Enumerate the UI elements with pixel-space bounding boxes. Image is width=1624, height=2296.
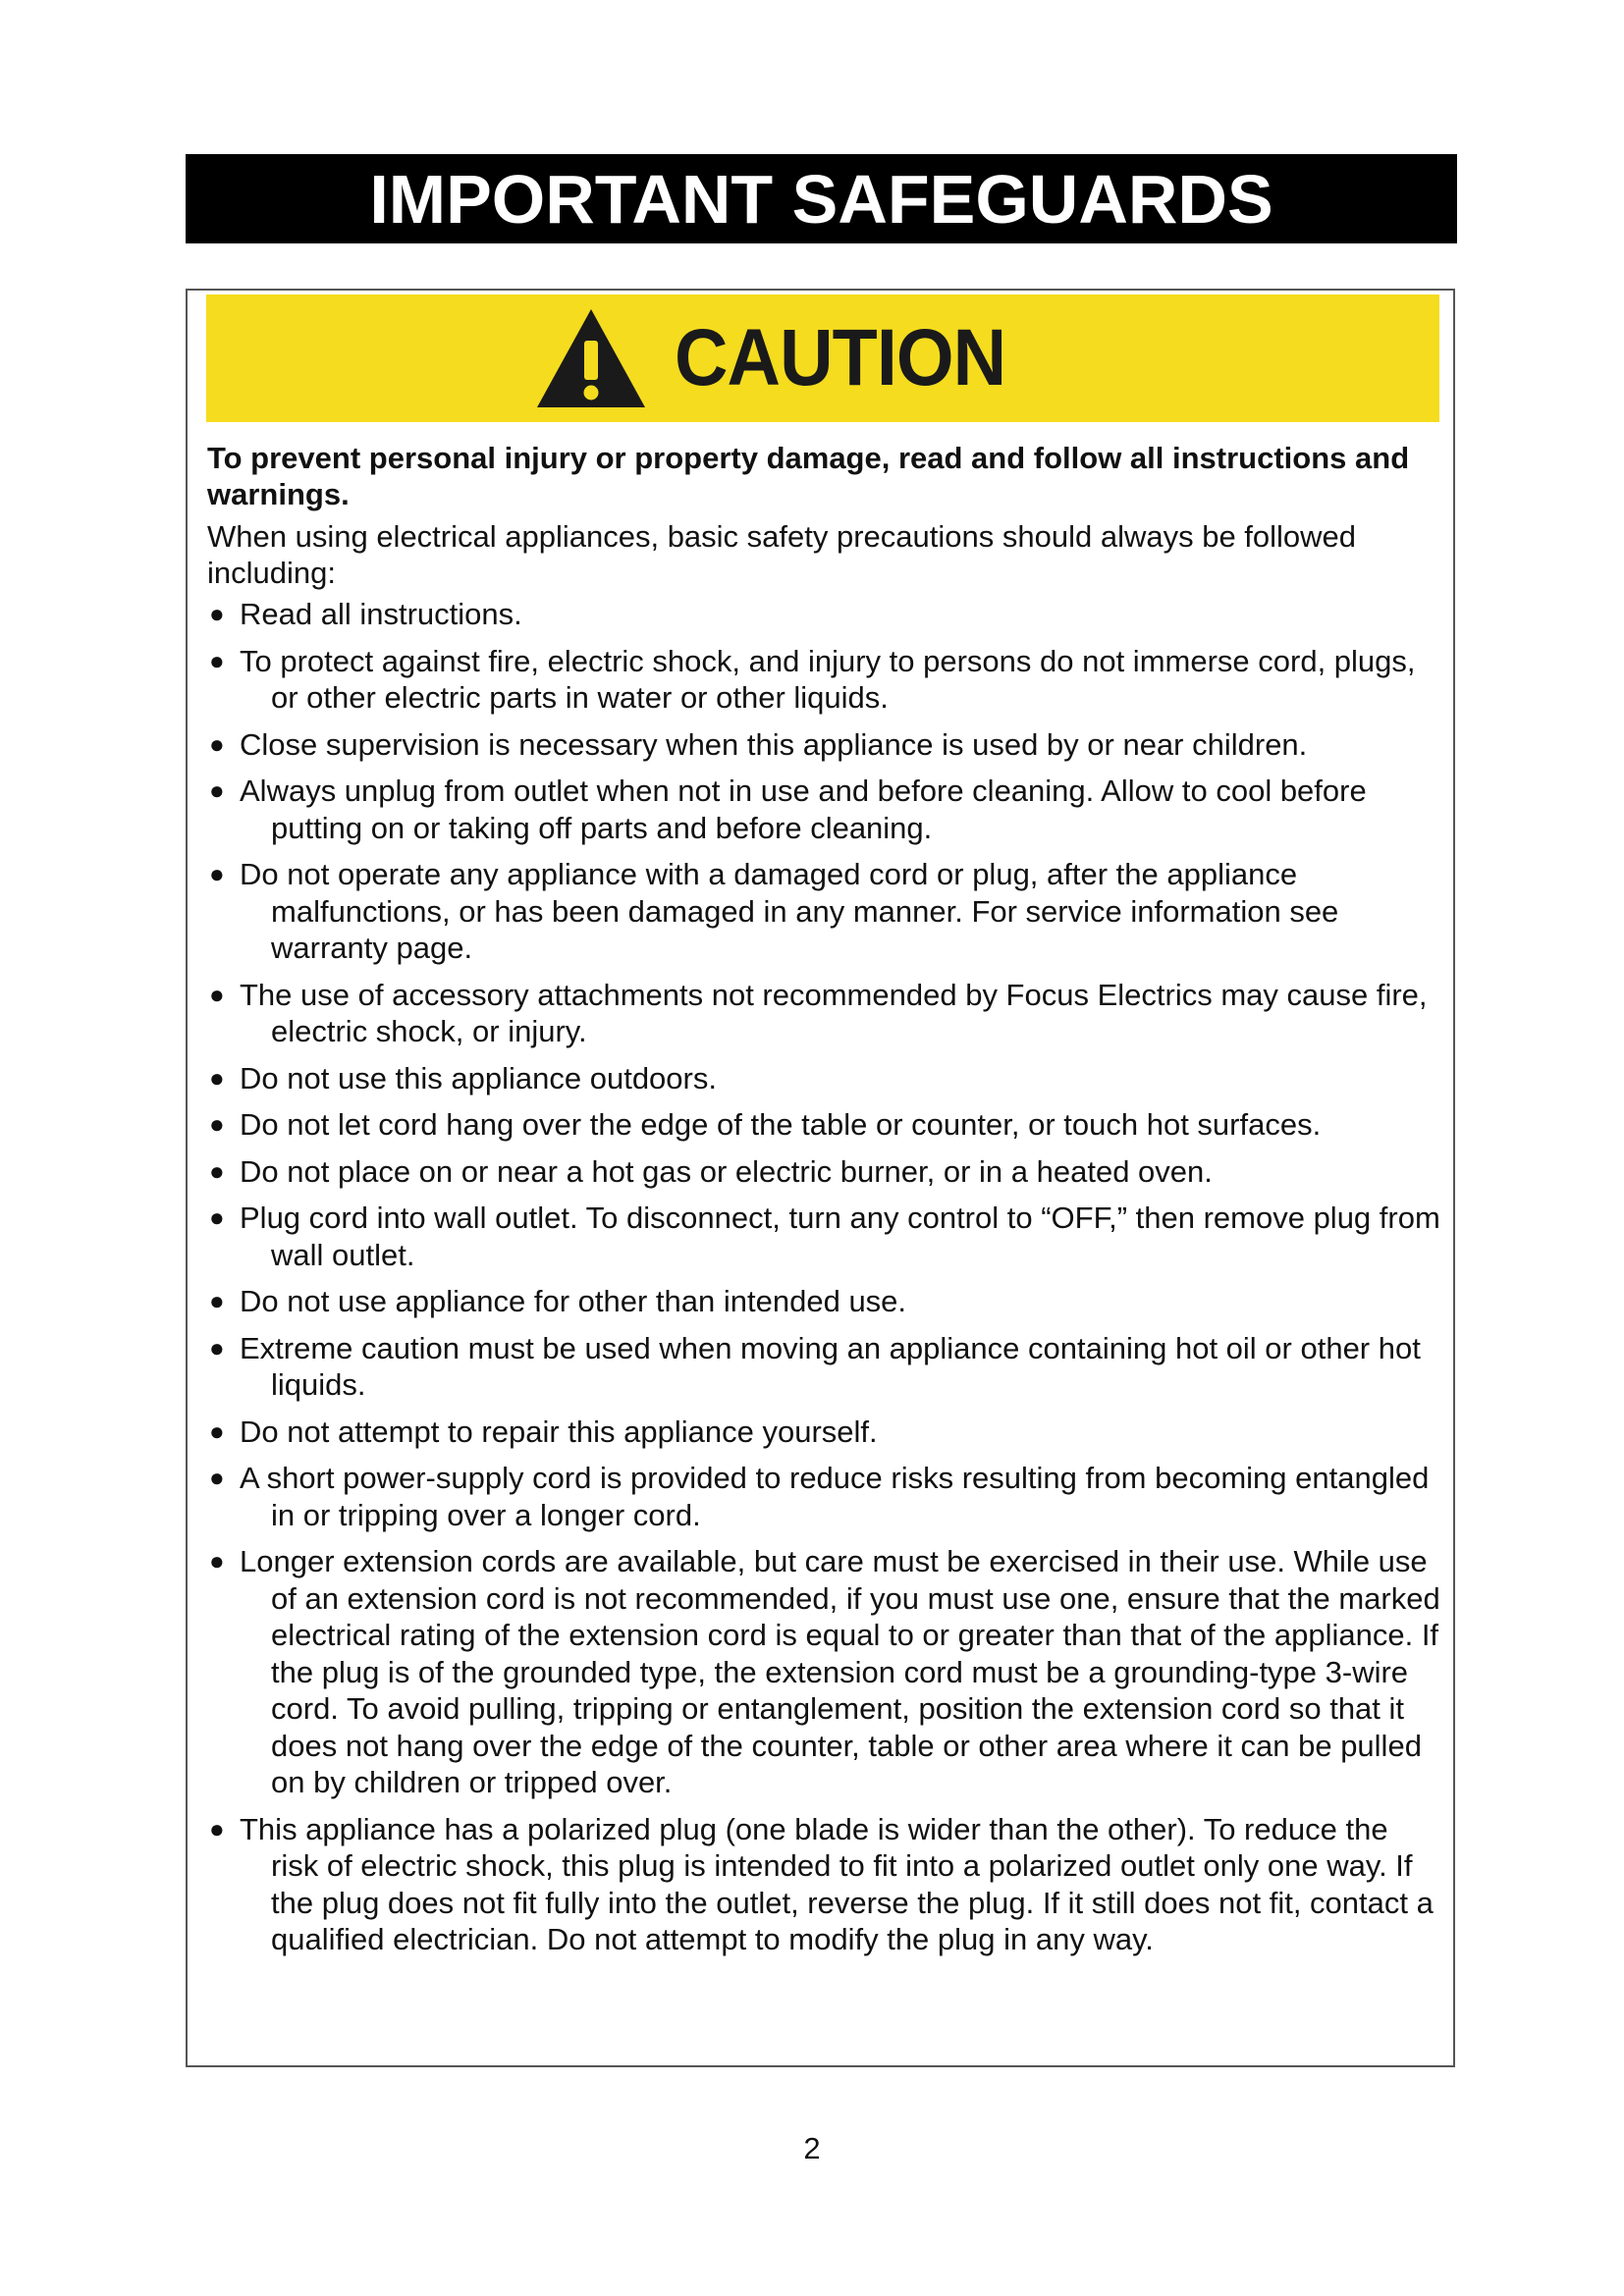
- content: [207, 440, 1440, 1968]
- list-item-text: Read all instructions.: [240, 597, 522, 631]
- list-item: [207, 856, 1440, 967]
- list-item-text: Extreme caution must be used when moving an appliance containing hot oil or other hot liquids.: [240, 1330, 1421, 1402]
- bullet-icon: ●: [209, 1062, 225, 1093]
- list-item: [207, 1283, 1440, 1320]
- list-item: [207, 1153, 1440, 1191]
- title-bar: [186, 154, 1457, 243]
- list-item-text: Do not attempt to repair this appliance yourself.: [240, 1414, 878, 1449]
- list-item-text: To protect against fire, electric shock, and injury to persons do not immerse cord, plugs, or other electric parts in water or other liquids.: [240, 643, 1416, 715]
- list-item-text: Do not use this appliance outdoors.: [240, 1060, 717, 1095]
- caution-label: CAUTION: [674, 313, 1005, 402]
- bullet-icon: ●: [209, 775, 225, 805]
- list-item: [207, 1200, 1440, 1273]
- list-item-text: Do not operate any appliance with a damaged cord or plug, after the appliance malfunctions, or has been damaged in any manner. For service information see warranty page.: [240, 857, 1339, 965]
- bullet-icon: ●: [209, 1546, 225, 1575]
- list-item-text: Close supervision is necessary when this appliance is used by or near children.: [240, 726, 1308, 762]
- bullet-icon: ●: [209, 1109, 225, 1139]
- caution-inner: [533, 305, 1035, 411]
- list-item-text: Longer extension cords are available, but care must be exercised in their use. While use of an extension cord is not recommended, if you must use one, ensure that the marked electrical rating of the extension cord is equal to or greater than that of the appliance. If the plug is of the grounded type, the extension cord must be a grounding-type 3-wire cord. To avoid pulling, tripping or entanglement, position the extension cord so that it does not hang over the edge of the counter, table or other area where it can be pulled on by children or tripped over.: [240, 1544, 1440, 1799]
- list-item-text: The use of accessory attachments not recommended by Focus Electrics may cause fire, electric shock, or injury.: [240, 977, 1428, 1048]
- bullet-icon: ●: [209, 1332, 225, 1362]
- list-item: [207, 1060, 1440, 1097]
- list-item: [207, 1811, 1440, 1958]
- safeguards-box: [186, 289, 1455, 2067]
- bullet-icon: ●: [209, 1415, 225, 1446]
- list-item-text: Do not place on or near a hot gas or electric burner, or in a heated oven.: [240, 1153, 1213, 1189]
- list-item: [207, 1106, 1440, 1144]
- lead-warning: To prevent personal injury or property damage, read and follow all instructions and warnings.: [207, 441, 1410, 511]
- intro-text: When using electrical appliances, basic safety precautions should always be followed including:: [207, 519, 1357, 590]
- bullet-icon: ●: [209, 599, 225, 628]
- caution-banner: [206, 294, 1439, 422]
- list-item: [207, 977, 1440, 1050]
- bullet-icon: ●: [209, 1463, 225, 1492]
- list-item-text: Plug cord into wall outlet. To disconnect, turn any control to “OFF,” then remove plug from wall outlet.: [240, 1201, 1440, 1272]
- list-item-text: Always unplug from outlet when not in use and before cleaning. Allow to cool before putting on or taking off parts and before cleaning.: [240, 774, 1367, 845]
- list-item: [207, 1330, 1440, 1404]
- page-number: 2: [803, 2131, 821, 2165]
- bullet-icon: ●: [209, 1202, 225, 1232]
- list-item: [207, 1460, 1440, 1533]
- page-title: IMPORTANT SAFEGUARDS: [369, 160, 1273, 238]
- bullet-icon: ●: [209, 1286, 225, 1315]
- list-item: [207, 596, 1440, 633]
- list-item: [207, 643, 1440, 717]
- list-item: [207, 1543, 1440, 1801]
- list-item-text: Do not use appliance for other than intended use.: [240, 1284, 907, 1318]
- list-item: [207, 773, 1440, 846]
- list-item: [207, 726, 1440, 764]
- list-item-text: This appliance has a polarized plug (one blade is wider than the other). To reduce the risk of electric shock, this plug is intended to fit into a polarized outlet only one way. If the plug does not fit fully into the outlet, reverse the plug. If it still does not fit, contact a qualified electrician. Do not attempt to modify the plug in any way.: [240, 1811, 1434, 1956]
- warning-triangle-icon: [533, 305, 649, 411]
- list-item-text: Do not let cord hang over the edge of the table or counter, or touch hot surfaces.: [240, 1107, 1322, 1142]
- bullet-icon: ●: [209, 859, 225, 888]
- bullet-icon: ●: [209, 979, 225, 1009]
- safeguard-list: [207, 596, 1440, 1958]
- bullet-icon: ●: [209, 645, 225, 675]
- bullet-icon: ●: [209, 1813, 225, 1843]
- list-item: [207, 1414, 1440, 1451]
- list-item-text: A short power-supply cord is provided to reduce risks resulting from becoming entangled in or tripping over a longer cord.: [240, 1461, 1430, 1532]
- bullet-icon: ●: [209, 1155, 225, 1186]
- bullet-icon: ●: [209, 728, 225, 759]
